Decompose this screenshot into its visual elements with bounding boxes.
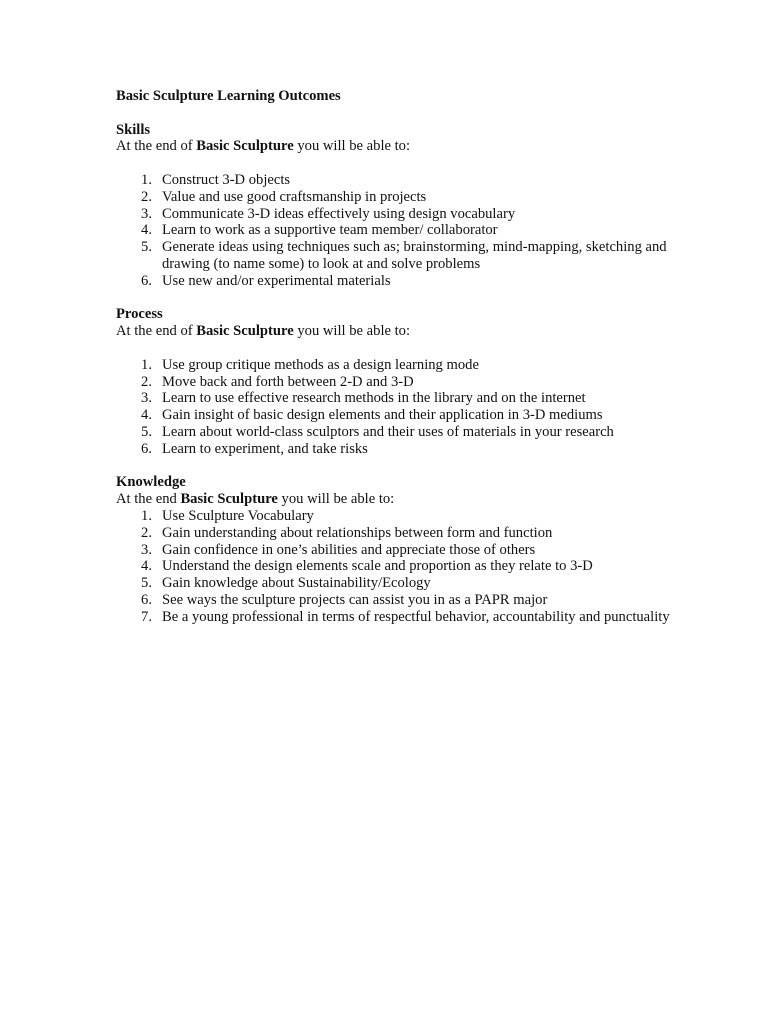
list-item: 3. Learn to use effective research methods in the library and on the internet xyxy=(141,390,586,407)
section-intro-process xyxy=(116,323,676,340)
section-intro-knowledge xyxy=(116,491,676,508)
list-item-text: Move back and forth between 2-D and 3-D xyxy=(162,373,414,390)
list-item-text: Gain understanding about relationships between form and function xyxy=(162,524,553,541)
list-item: 1. Use group critique methods as a design learning mode xyxy=(141,356,479,373)
section-heading-process: Process xyxy=(116,306,163,323)
list-item: 2. Value and use good craftsmanship in projects xyxy=(141,188,427,205)
section-skills xyxy=(116,122,676,290)
intro-text: At the end of xyxy=(116,138,197,155)
section-intro-skills xyxy=(116,138,676,155)
list-item-text: Learn to experiment, and take risks xyxy=(162,440,368,457)
list-item-text: Use group critique methods as a design learning mode xyxy=(162,356,479,373)
intro-text: you will be able to: xyxy=(293,138,411,155)
list-item: 4. Gain insight of basic design elements and their application in 3-D mediums xyxy=(141,407,603,424)
list-item: 6. See ways the sculpture projects can assist you in as a PAPR major xyxy=(141,591,548,608)
list-item-text: Value and use good craftsmanship in projects xyxy=(162,188,427,205)
outcome-list-skills xyxy=(116,172,676,290)
intro-text: At the end of xyxy=(116,323,197,340)
list-item: 6. Learn to experiment, and take risks xyxy=(141,440,368,457)
document-title: Basic Sculpture Learning Outcomes xyxy=(116,88,341,104)
intro-text: you will be able to: xyxy=(293,323,411,340)
list-item-text: Gain confidence in one’s abilities and appreciate those of others xyxy=(162,541,536,558)
document-body xyxy=(116,88,676,626)
list-item-text: See ways the sculpture projects can assist you in as a PAPR major xyxy=(162,591,548,608)
list-item-text: Gain insight of basic design elements and their application in 3-D mediums xyxy=(162,407,603,424)
list-item: 3. Communicate 3-D ideas effectively using design vocabulary xyxy=(141,205,516,222)
list-item: 3. Gain confidence in one’s abilities and appreciate those of others xyxy=(141,541,536,558)
list-item-text: Communicate 3-D ideas effectively using design vocabulary xyxy=(162,205,516,222)
intro-text: you will be able to: xyxy=(277,491,395,508)
course-name: Basic Sculpture xyxy=(180,491,278,508)
list-item-text: Understand the design elements scale and proportion as they relate to 3-D xyxy=(162,558,593,575)
list-item-text: Generate ideas using techniques such as; brainstorming, mind-mapping, sketching and drawing (to name some) to look at and solve problems xyxy=(162,239,667,272)
list-item: 1. Construct 3-D objects xyxy=(141,171,291,188)
list-item: 6. Use new and/or experimental materials xyxy=(141,272,391,289)
list-item: 1. Use Sculpture Vocabulary xyxy=(141,507,314,524)
list-item: 7. Be a young professional in terms of respectful behavior, accountability and punctuality xyxy=(141,608,670,625)
list-item-text: Learn to work as a supportive team member/ collaborator xyxy=(162,222,498,239)
list-item-text: Use Sculpture Vocabulary xyxy=(162,507,314,524)
course-name: Basic Sculpture xyxy=(196,138,294,155)
list-item: 5. Learn about world-class sculptors and their uses of materials in your research xyxy=(141,423,614,440)
outcome-list-process xyxy=(116,357,676,458)
list-item-text: Construct 3-D objects xyxy=(162,171,291,188)
list-item-text: Gain knowledge about Sustainability/Ecology xyxy=(162,575,431,592)
section-knowledge xyxy=(116,474,676,625)
list-item: 5. Gain knowledge about Sustainability/Ecology xyxy=(141,575,431,592)
section-process xyxy=(116,306,676,457)
section-heading-skills: Skills xyxy=(116,121,151,138)
list-item: 4. Learn to work as a supportive team member/ collaborator xyxy=(141,222,498,239)
section-heading-knowledge: Knowledge xyxy=(116,474,186,491)
list-item-text: Learn about world-class sculptors and their uses of materials in your research xyxy=(162,423,614,440)
intro-text: At the end xyxy=(116,491,181,508)
list-item-text: Use new and/or experimental materials xyxy=(162,272,391,289)
list-item: 4. Understand the design elements scale and proportion as they relate to 3-D xyxy=(141,558,593,575)
list-item: 2. Gain understanding about relationships between form and function xyxy=(141,524,553,541)
course-name: Basic Sculpture xyxy=(196,323,294,340)
list-item: 5. Generate ideas using techniques such as; brainstorming, mind-mapping, sketching and drawing (to name some) to look at and solve problems xyxy=(141,239,667,272)
list-item-text: Learn to use effective research methods in the library and on the internet xyxy=(162,390,586,407)
list-item-text: Be a young professional in terms of respectful behavior, accountability and punctuality xyxy=(162,608,670,625)
list-item: 2. Move back and forth between 2-D and 3-D xyxy=(141,373,414,390)
outcome-list-knowledge xyxy=(116,508,676,626)
